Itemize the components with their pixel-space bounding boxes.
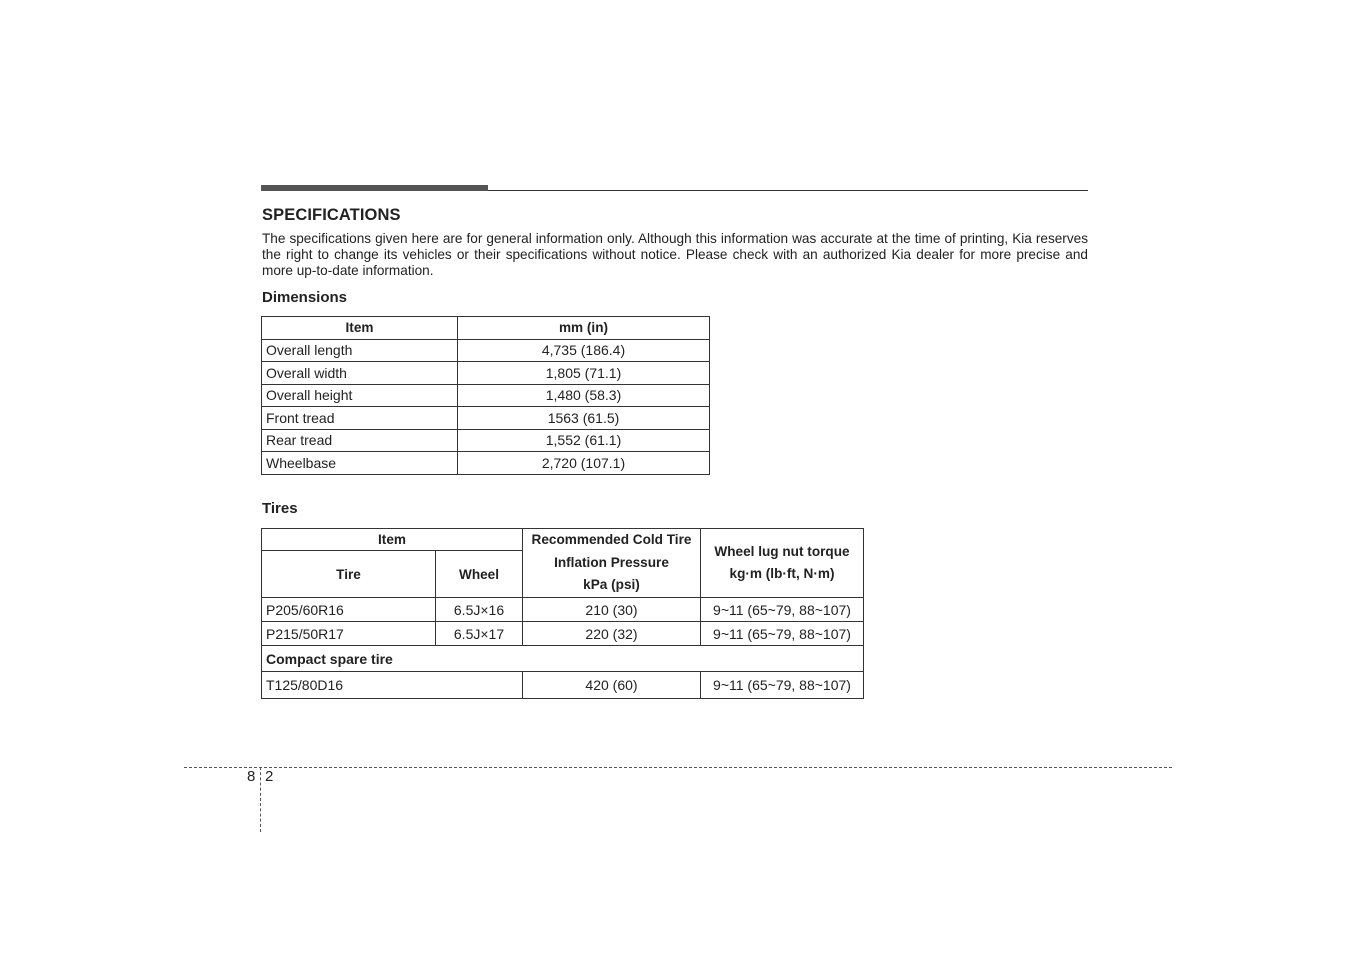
column-header-item: Item	[262, 529, 523, 551]
pressure-header-line: Recommended Cold Tire	[531, 532, 692, 548]
column-header-wheel: Wheel	[436, 551, 523, 598]
footer-dashed-divider	[260, 767, 261, 832]
table-header-row	[262, 529, 864, 551]
tire-cell: T125/80D16	[262, 672, 523, 699]
spare-tire-label: Compact spare tire	[262, 646, 864, 672]
tires-title: Tires	[262, 500, 298, 517]
tire-cell: P215/50R17	[262, 622, 436, 646]
table-row	[262, 384, 710, 407]
value-cell: 2,720 (107.1)	[458, 452, 710, 475]
wheel-cell: 6.5J×17	[436, 622, 523, 646]
value-cell: 4,735 (186.4)	[458, 339, 710, 362]
torque-cell: 9~11 (65~79, 88~107)	[701, 622, 864, 646]
tires-table	[261, 528, 864, 699]
pressure-header-line: kPa (psi)	[583, 577, 640, 593]
pressure-cell: 420 (60)	[523, 672, 701, 699]
wheel-cell: 6.5J×16	[436, 598, 523, 622]
column-header-tire: Tire	[262, 551, 436, 598]
item-cell: Overall width	[262, 362, 458, 385]
page-title: SPECIFICATIONS	[262, 206, 401, 224]
table-row	[262, 407, 710, 430]
pressure-cell: 210 (30)	[523, 598, 701, 622]
footer-dashed-rule	[184, 767, 1172, 768]
item-cell: Front tread	[262, 407, 458, 430]
column-header-unit: mm (in)	[458, 317, 710, 340]
column-header-item: Item	[262, 317, 458, 340]
table-row	[262, 362, 710, 385]
table-row	[262, 429, 710, 452]
header-accent-bar	[261, 185, 488, 191]
value-cell: 1,480 (58.3)	[458, 384, 710, 407]
table-row	[262, 646, 864, 672]
table-row	[262, 598, 864, 622]
dimensions-title: Dimensions	[262, 289, 348, 306]
value-cell: 1,552 (61.1)	[458, 429, 710, 452]
torque-header-line: kg·m (lb·ft, N·m)	[729, 566, 835, 581]
item-cell: Overall height	[262, 384, 458, 407]
table-row	[262, 339, 710, 362]
table-row	[262, 622, 864, 646]
tire-cell: P205/60R16	[262, 598, 436, 622]
item-cell: Rear tread	[262, 429, 458, 452]
table-row	[262, 672, 864, 699]
pressure-header-line: Inflation Pressure	[554, 554, 669, 570]
torque-cell: 9~11 (65~79, 88~107)	[701, 598, 864, 622]
torque-header-line: Wheel lug nut torque	[714, 543, 850, 559]
column-header-pressure	[523, 529, 701, 598]
dimensions-table	[261, 316, 710, 475]
intro-paragraph: The specifications given here are for general information only. Although this information was accurate at the time of printing, Kia reserves the right to change its vehicles or their specifications without notice. Please check with an authorized Kia dealer for more precise and more up-to-date information.	[262, 231, 1088, 278]
item-cell: Overall length	[262, 339, 458, 362]
table-row	[262, 452, 710, 475]
table-header-row	[262, 317, 710, 340]
column-header-torque	[701, 529, 864, 598]
page-number: 2	[265, 768, 274, 785]
chapter-number: 8	[247, 768, 256, 785]
item-cell: Wheelbase	[262, 452, 458, 475]
pressure-cell: 220 (32)	[523, 622, 701, 646]
value-cell: 1563 (61.5)	[458, 407, 710, 430]
value-cell: 1,805 (71.1)	[458, 362, 710, 385]
torque-cell: 9~11 (65~79, 88~107)	[701, 672, 864, 699]
